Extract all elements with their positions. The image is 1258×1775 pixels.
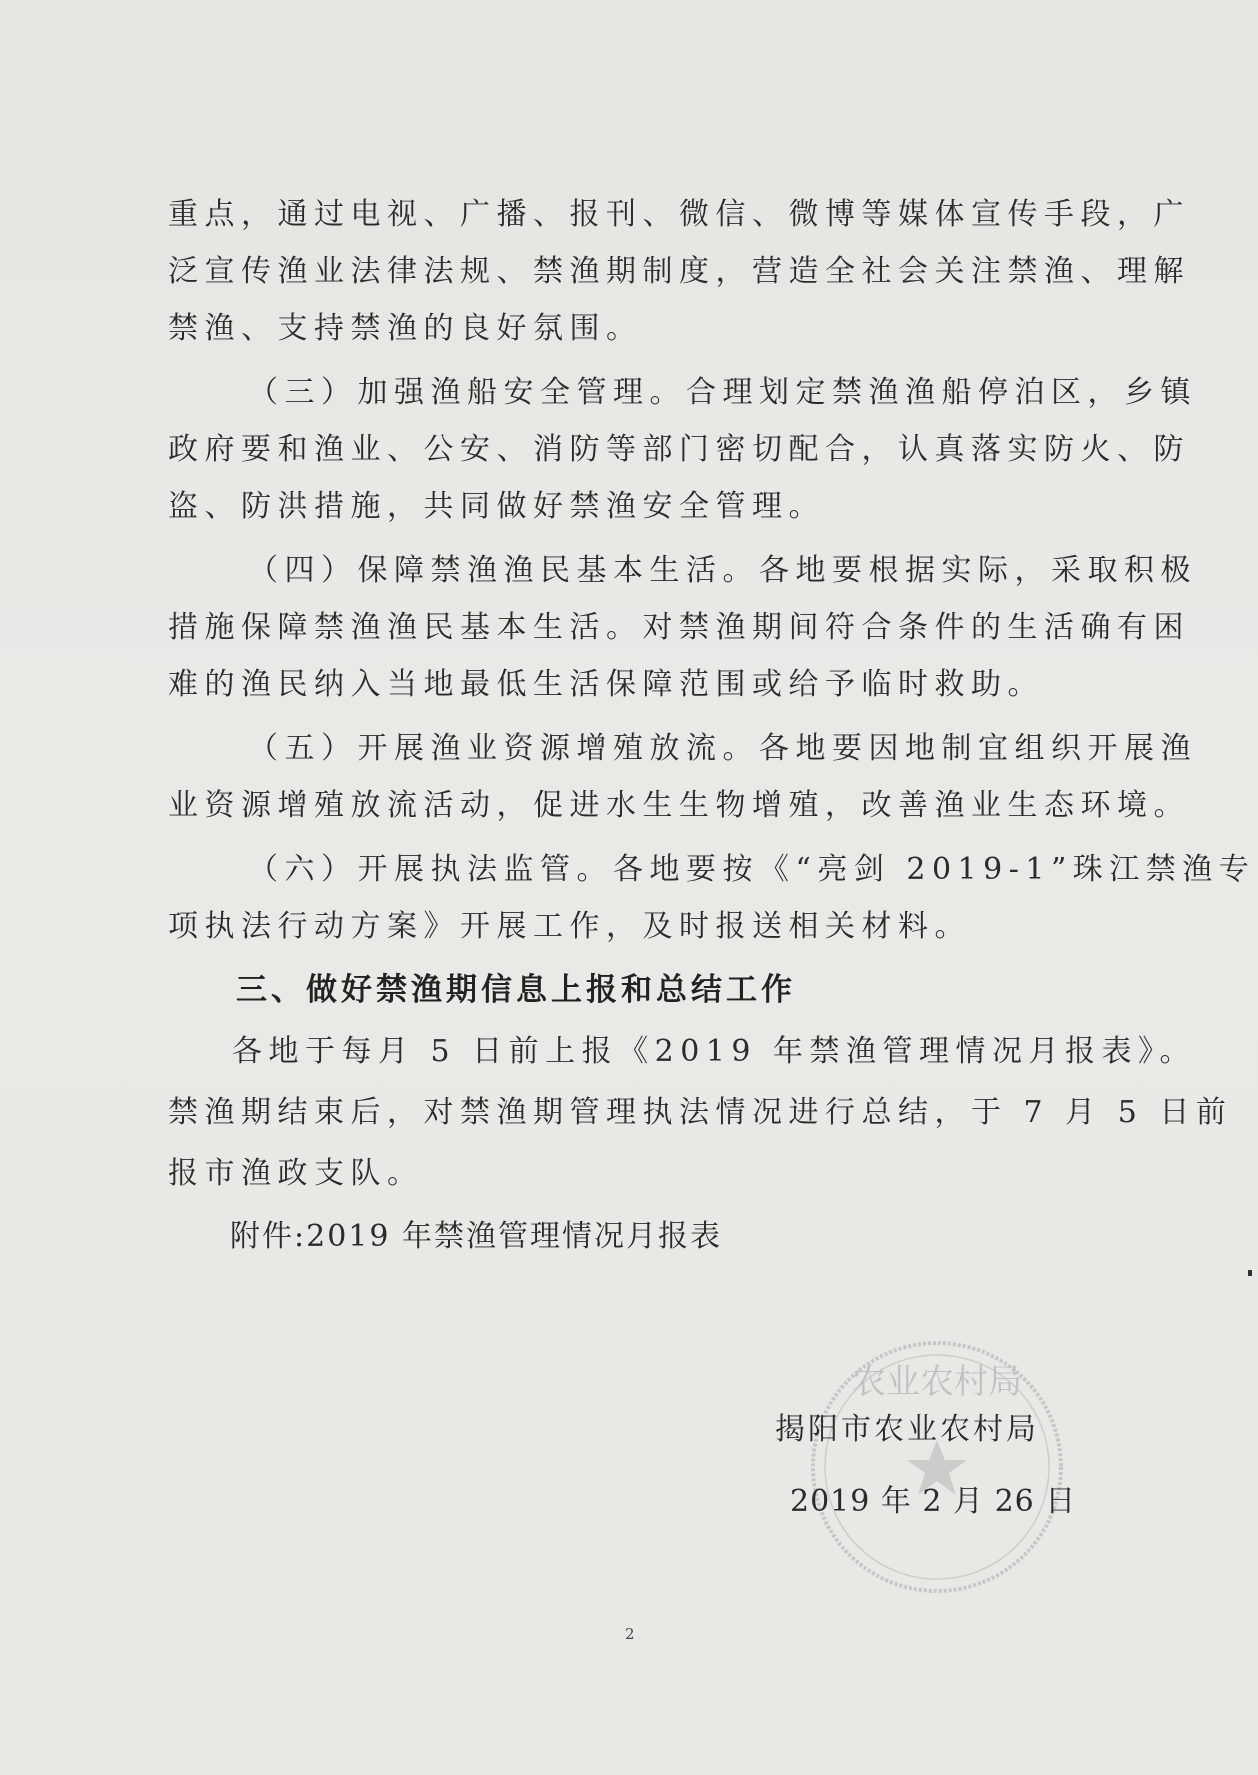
paragraph-line: 泛宣传渔业法律法规、禁渔期制度，营造全社会关注禁渔、理解 xyxy=(168,254,1190,289)
section-heading: 三、做好禁渔期信息上报和总结工作 xyxy=(236,972,796,1008)
report-line: 报市渔政支队。 xyxy=(168,1156,424,1191)
section-4-line: 措施保障禁渔渔民基本生活。对禁渔期间符合条件的生活确有困 xyxy=(168,610,1190,645)
seal-text: 农业农村局 xyxy=(852,1362,1022,1402)
section-3-line: 盗、防洪措施，共同做好禁渔安全管理。 xyxy=(168,489,825,524)
section-5-line: 业资源增殖放流活动，促进水生生物增殖，改善渔业生态环境。 xyxy=(168,788,1190,823)
page-number: 2 xyxy=(625,1625,635,1643)
report-line: 各地于每月 5 日前上报《2019 年禁渔管理情况月报表》。 xyxy=(232,1034,1197,1069)
paragraph-line: 重点，通过电视、广播、报刊、微信、微博等媒体宣传手段，广 xyxy=(168,197,1190,232)
section-6-line: 项执法行动方案》开展工作，及时报送相关材料。 xyxy=(168,909,971,944)
attachment-note: 附件:2019 年禁渔管理情况月报表 xyxy=(230,1219,722,1254)
section-5-line: （五）开展渔业资源增殖放流。各地要因地制宜组织开展渔 xyxy=(248,731,1197,766)
section-3-line: 政府要和渔业、公安、消防等部门密切配合，认真落实防火、防 xyxy=(168,432,1190,467)
section-6-line: （六）开展执法监管。各地要按《“亮剑 2019-1”珠江禁渔专 xyxy=(248,852,1256,887)
section-4-line: 难的渔民纳入当地最低生活保障范围或给予临时救助。 xyxy=(168,667,1044,702)
section-3-line: （三）加强渔船安全管理。合理划定禁渔渔船停泊区，乡镇 xyxy=(248,375,1197,410)
scan-edge-mark xyxy=(1248,1270,1252,1276)
issue-date: 2019 年 2 月 26 日 xyxy=(790,1484,1077,1519)
section-4-line: （四）保障禁渔渔民基本生活。各地要根据实际，采取积极 xyxy=(248,553,1197,588)
report-line: 禁渔期结束后，对禁渔期管理执法情况进行总结，于 7 月 5 日前 xyxy=(168,1095,1233,1130)
official-seal-icon xyxy=(805,1335,1070,1600)
paragraph-line: 禁渔、支持禁渔的良好氛围。 xyxy=(168,311,643,346)
issuer-name: 揭阳市农业农村局 xyxy=(775,1412,1039,1447)
